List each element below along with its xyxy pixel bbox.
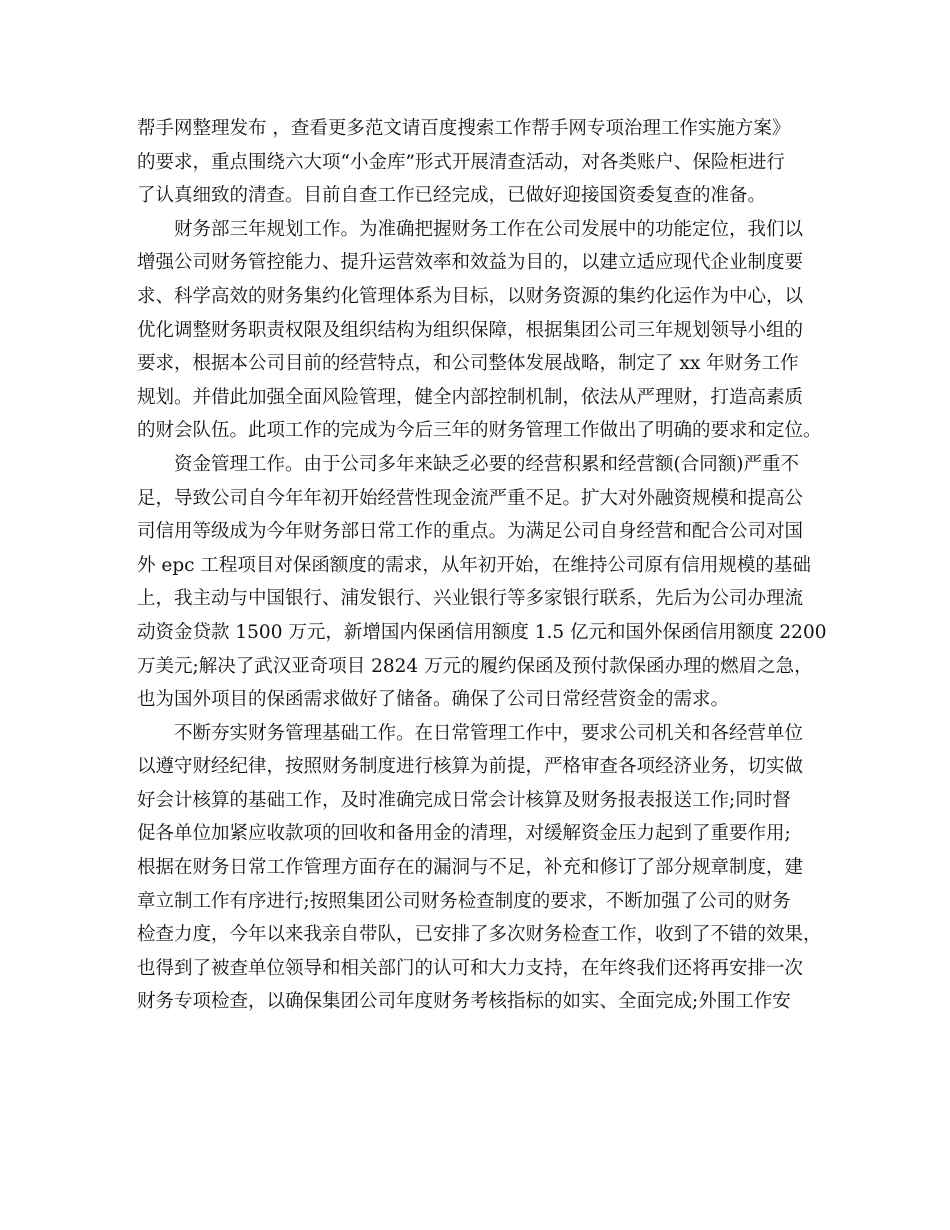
text-line: 动资金贷款 1500 万元，新增国内保函信用额度 1.5 亿元和国外保函信用额度 2200: [137, 621, 827, 643]
text-line: 足，导致公司自今年年初开始经营性现金流严重不足。扩大对外融资规模和提高公: [137, 487, 804, 509]
text-line: 以遵守财经纪律，按照财务制度进行核算为前提，严格审查各项经济业务，切实做: [137, 756, 804, 778]
text-line: 优化调整财务职责权限及组织结构为组织保障，根据集团公司三年规划领导小组的: [137, 319, 804, 341]
text-line: 好会计核算的基础工作，及时准确完成日常会计核算及财务报表报送工作;同时督: [137, 789, 791, 811]
text-line: 资金管理工作。由于公司多年来缺乏必要的经营积累和经营额(合同额)严重不: [137, 453, 799, 475]
text-line: 的财会队伍。此项工作的完成为今后三年的财务管理工作做出了明确的要求和定位。: [137, 420, 822, 442]
text-line: 检查力度，今年以来我亲自带队，已安排了多次财务检查工作，收到了不错的效果，: [137, 924, 822, 946]
text-line: 促各单位加紧应收款项的回收和备用金的清理，对缓解资金压力起到了重要作用;: [137, 823, 791, 845]
text-line: 上，我主动与中国银行、浦发银行、兴业银行等多家银行联系，先后为公司办理流: [137, 588, 804, 610]
text-line: 万美元;解决了武汉亚奇项目 2824 万元的履约保函及预付款保函办理的燃眉之急，: [137, 655, 813, 677]
text-line: 的要求，重点围绕六大项“小金库”形式开展清查活动，对各类账户、保险柜进行: [137, 151, 785, 173]
text-line: 司信用等级成为今年财务部日常工作的重点。为满足公司自身经营和配合公司对国: [137, 521, 804, 543]
text-line: 章立制工作有序进行;按照集团公司财务检查制度的要求，不断加强了公司的财务: [137, 890, 791, 912]
text-line: 根据在财务日常工作管理方面存在的漏洞与不足，补充和修订了部分规章制度，建: [137, 857, 804, 879]
text-line: 求、科学高效的财务集约化管理体系为目标，以财务资源的集约化运作为中心，以: [137, 285, 804, 307]
text-line: 帮手网整理发布 ，查看更多范文请百度搜索工作帮手网专项治理工作实施方案》: [137, 118, 791, 139]
text-line: 不断夯实财务管理基础工作。在日常管理工作中，要求公司机关和各经营单位: [137, 722, 804, 744]
text-line: 规划。并借此加强全面风险管理，健全内部控制机制，依法从严理财，打造高素质: [137, 386, 804, 408]
document-body: [137, 112, 827, 1019]
text-line: 也得到了被查单位领导和相关部门的认可和大力支持，在年终我们还将再安排一次: [137, 957, 804, 979]
text-line: 财务部三年规划工作。为准确把握财务工作在公司发展中的功能定位，我们以: [137, 218, 804, 240]
text-line: 了认真细致的清查。目前自查工作已经完成，已做好迎接国资委复查的准备。: [137, 185, 767, 207]
text-line: 增强公司财务管控能力、提升运营效率和效益为目的，以建立适应现代企业制度要: [137, 252, 804, 274]
text-line: 财务专项检查，以确保集团公司年度财务考核指标的如实、全面完成;外围工作安: [137, 991, 791, 1013]
text-line: 外 epc 工程项目对保函额度的需求，从年初开始，在维持公司原有信用规模的基础: [137, 554, 811, 576]
text-line: 要求，根据本公司目前的经营特点，和公司整体发展战略，制定了 xx 年财务工作: [137, 353, 799, 375]
text-line: 也为国外项目的保函需求做好了储备。确保了公司日常经营资金的需求。: [137, 689, 730, 711]
